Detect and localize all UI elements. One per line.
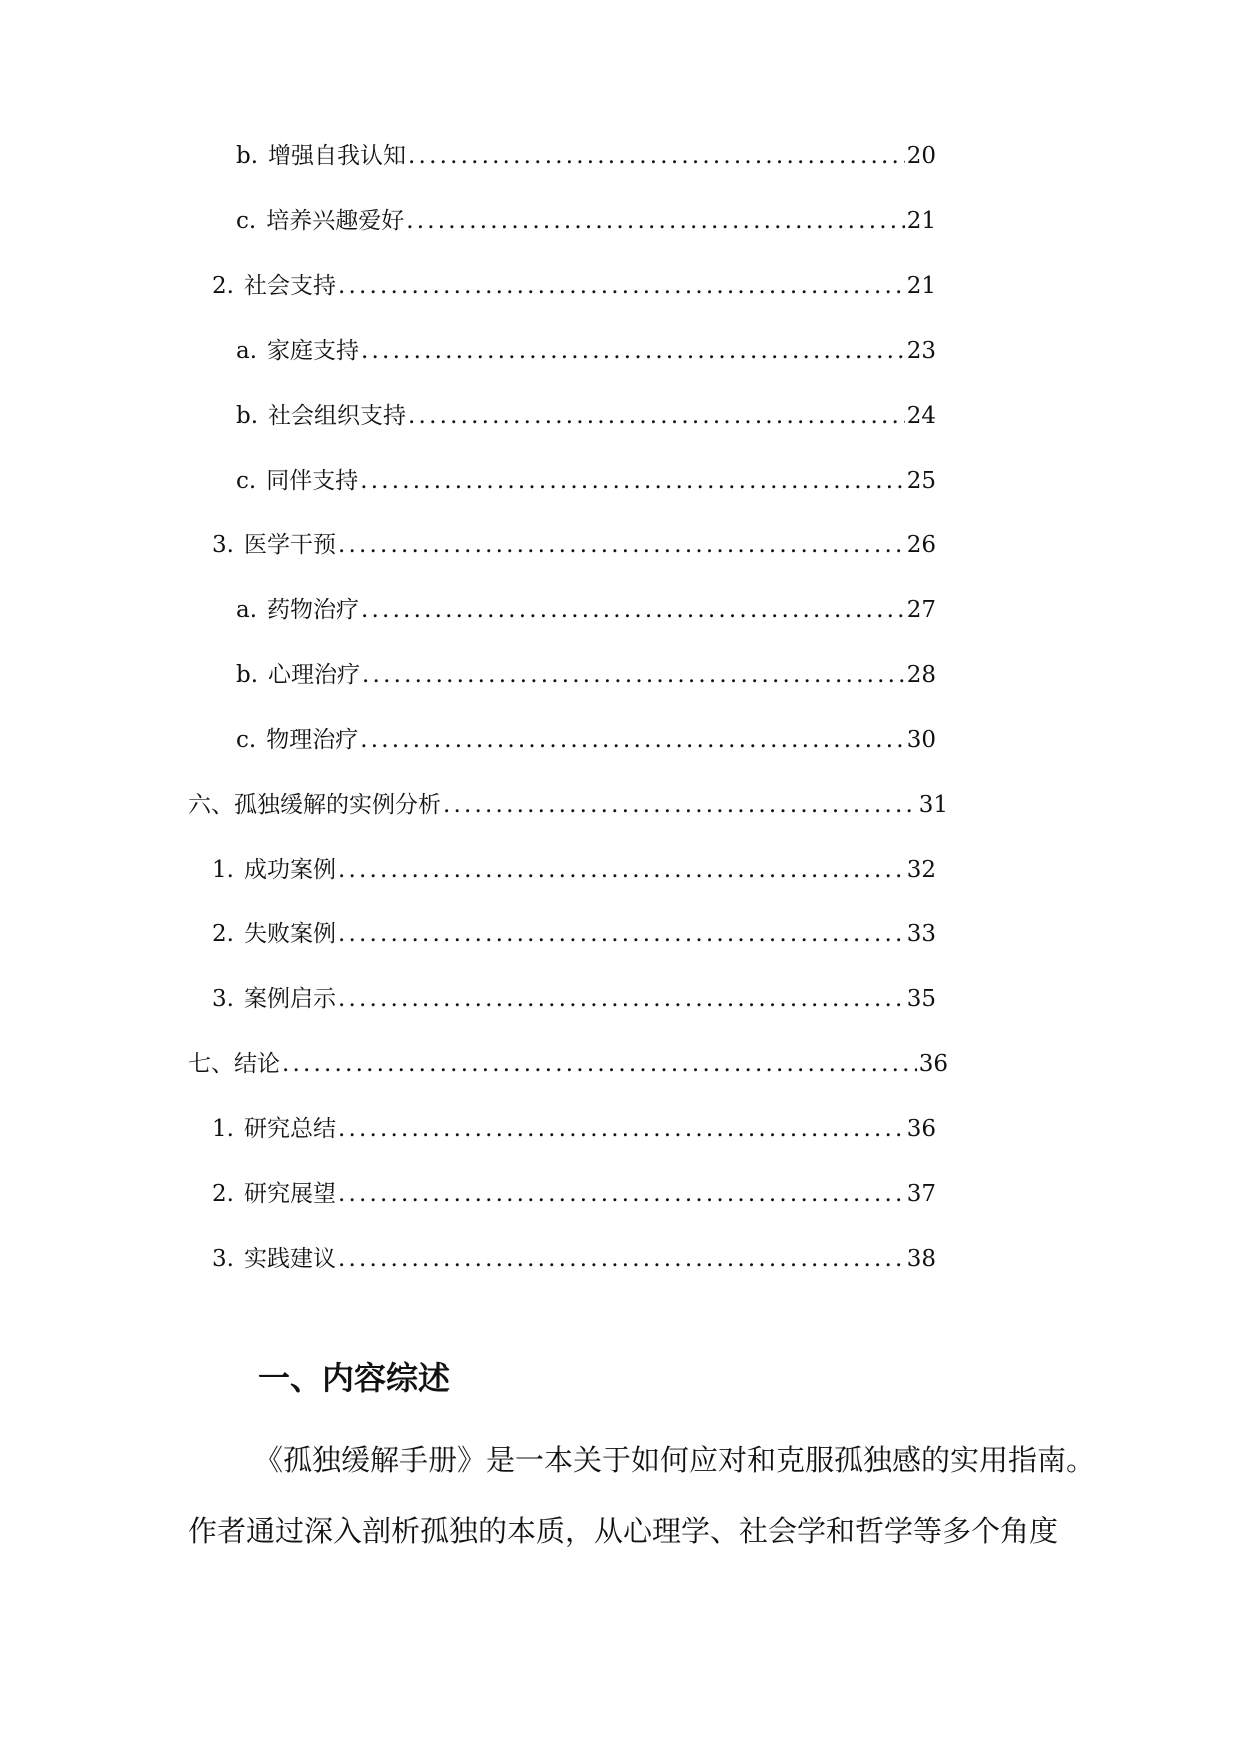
toc-entry-number: a.: [236, 597, 258, 623]
toc-entry-title: 家庭支持: [267, 338, 360, 364]
toc-entry-page: 21: [906, 208, 936, 234]
toc-entry-number: c.: [236, 727, 257, 753]
toc-entry-number: 1.: [212, 1116, 234, 1142]
toc-leader-dots: [361, 594, 905, 626]
toc-entry-number: 2.: [212, 921, 234, 947]
toc-entry-number: 2.: [212, 1181, 234, 1207]
toc-entry-page: 38: [906, 1246, 936, 1272]
toc-entry-page: 32: [906, 857, 936, 883]
toc-entry[interactable]: [212, 983, 936, 1015]
toc-entry-page: 31: [918, 792, 948, 818]
toc-entry-title: 社会支持: [243, 273, 336, 299]
toc-entry[interactable]: [236, 205, 936, 237]
toc-entry-title: 物理治疗: [266, 727, 359, 753]
toc-entry-page: 35: [906, 986, 936, 1012]
toc-entry[interactable]: [212, 270, 936, 302]
toc-leader-dots: [338, 1178, 905, 1210]
toc-entry-number: a.: [236, 338, 258, 364]
toc-entry-page: 25: [906, 468, 936, 494]
toc-entry-title: 研究展望: [243, 1181, 336, 1207]
toc-entry[interactable]: [236, 594, 936, 626]
toc-leader-dots: [282, 1048, 917, 1080]
section-heading: 一、内容综述: [258, 1359, 451, 1397]
toc-leader-dots: [362, 659, 905, 691]
toc-entry[interactable]: [236, 465, 936, 497]
toc-leader-dots: [338, 270, 905, 302]
toc-entry-page: 23: [906, 338, 936, 364]
toc-entry[interactable]: [212, 1243, 936, 1275]
toc-entry-page: 36: [918, 1051, 948, 1077]
toc-entry-page: 27: [906, 597, 936, 623]
toc-entry-title: 实践建议: [243, 1246, 336, 1272]
toc-leader-dots: [443, 789, 917, 821]
toc-entry-title: 研究总结: [243, 1116, 336, 1142]
toc-entry[interactable]: [236, 140, 936, 172]
toc-entry[interactable]: [236, 400, 936, 432]
toc-entry-page: 30: [906, 727, 936, 753]
toc-entry-title: 成功案例: [243, 857, 336, 883]
toc-entry-number: 2.: [212, 273, 234, 299]
toc-entry-title: 失败案例: [243, 921, 336, 947]
toc-leader-dots: [338, 1113, 905, 1145]
toc-entry-number: 3.: [212, 532, 234, 558]
toc-entry-title: 医学干预: [243, 532, 336, 558]
toc-entry-title: 药物治疗: [267, 597, 360, 623]
toc-entry-page: 24: [906, 403, 936, 429]
toc-entry[interactable]: [236, 724, 936, 756]
toc-entry-title: 六、孤独缓解的实例分析: [188, 792, 441, 818]
toc-entry-number: b.: [236, 403, 259, 429]
toc-leader-dots: [338, 918, 905, 950]
toc-entry-title: 七、结论: [188, 1051, 280, 1077]
toc-entry[interactable]: [212, 1178, 936, 1210]
toc-entry-number: 1.: [212, 857, 234, 883]
toc-entry-page: 21: [906, 273, 936, 299]
toc-entry[interactable]: [212, 918, 936, 950]
toc-entry-page: 20: [906, 143, 936, 169]
toc-entry-title: 培养兴趣爱好: [266, 208, 405, 234]
paragraph-line: 作者通过深入剖析孤独的本质，从心理学、社会学和哲学等多个角度: [188, 1514, 1059, 1548]
toc-entry[interactable]: [212, 529, 936, 561]
toc-leader-dots: [360, 724, 905, 756]
toc-entry-title: 心理治疗: [268, 662, 361, 688]
toc-leader-dots: [406, 205, 905, 237]
toc-entry-chapter[interactable]: [188, 789, 948, 821]
toc-leader-dots: [408, 140, 905, 172]
toc-leader-dots: [408, 400, 905, 432]
toc-entry[interactable]: [212, 1113, 936, 1145]
toc-entry[interactable]: [212, 854, 936, 886]
toc-entry-page: 37: [906, 1181, 936, 1207]
toc-entry-number: 3.: [212, 1246, 234, 1272]
toc-leader-dots: [338, 983, 905, 1015]
toc-entry-title: 社会组织支持: [268, 403, 407, 429]
toc-entry-number: b.: [236, 662, 259, 688]
toc-entry-title: 增强自我认知: [268, 143, 407, 169]
toc-leader-dots: [361, 335, 905, 367]
toc-entry-page: 28: [906, 662, 936, 688]
toc-entry-number: b.: [236, 143, 259, 169]
toc-entry[interactable]: [236, 659, 936, 691]
toc-entry-page: 26: [906, 532, 936, 558]
toc-entry-title: 案例启示: [243, 986, 336, 1012]
toc-leader-dots: [338, 529, 905, 561]
toc-entry-page: 36: [906, 1116, 936, 1142]
paragraph-line: 《孤独缓解手册》是一本关于如何应对和克服孤独感的实用指南。: [254, 1443, 1096, 1477]
toc-leader-dots: [338, 1243, 905, 1275]
toc-entry-chapter[interactable]: [188, 1048, 948, 1080]
toc-entry-page: 33: [906, 921, 936, 947]
toc-entry-number: c.: [236, 468, 257, 494]
toc-entry-title: 同伴支持: [266, 468, 359, 494]
toc-entry[interactable]: [236, 335, 936, 367]
toc-entry-number: c.: [236, 208, 257, 234]
toc-leader-dots: [360, 465, 905, 497]
toc-entry-number: 3.: [212, 986, 234, 1012]
toc-leader-dots: [338, 854, 905, 886]
